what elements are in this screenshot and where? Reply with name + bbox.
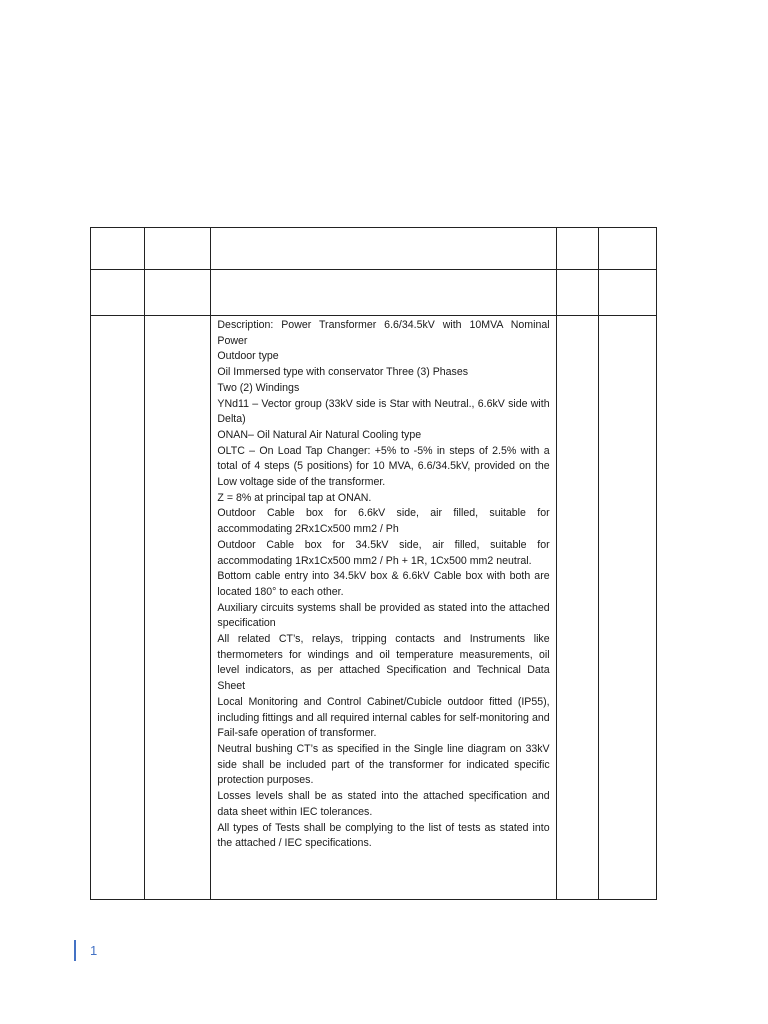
description-line: Bottom cable entry into 34.5kV box & 6.6kV Cable box with both are located 180° to each other. bbox=[217, 570, 550, 598]
description-line: Auxiliary circuits systems shall be provided as stated into the attached specification bbox=[217, 601, 550, 630]
table-cell bbox=[145, 316, 211, 900]
table-cell bbox=[598, 228, 656, 270]
description-line: Outdoor Cable box for 34.5kV side, air filled, suitable for accommodating 1Rx1Cx500 mm2 / Ph + 1R, 1Cx500 mm2 neutral. bbox=[217, 538, 550, 567]
table-cell bbox=[211, 228, 556, 270]
table-cell bbox=[598, 270, 656, 316]
table-cell bbox=[91, 228, 145, 270]
description-line: Description: Power Transformer 6.6/34.5kV with 10MVA Nominal Power bbox=[217, 319, 550, 347]
table-row bbox=[91, 270, 657, 316]
description-line: Two (2) Windings bbox=[217, 381, 300, 394]
table-cell bbox=[211, 270, 556, 316]
table-cell bbox=[598, 316, 656, 900]
page-number: 1 bbox=[90, 942, 98, 958]
table-row bbox=[91, 316, 657, 900]
description-line: OLTC – On Load Tap Changer: +5% to -5% in steps of 2.5% with a total of 4 steps (5 positions) for 10 MVA, 6.6/34.5kV, provided on the Low voltage side of the transformer. bbox=[217, 444, 550, 489]
table-cell bbox=[556, 270, 598, 316]
description-line: All types of Tests shall be complying to the list of tests as stated into the attached / IEC specifications. bbox=[217, 821, 550, 850]
description-line: Oil Immersed type with conservator Three (3) Phases bbox=[217, 366, 469, 379]
description-line: Neutral bushing CT’s as specified in the Single line diagram on 33kV side shall be included part of the transformer for indicated specific protection purposes. bbox=[217, 742, 550, 787]
table-cell bbox=[145, 228, 211, 270]
description-line: Z = 8% at principal tap at ONAN. bbox=[217, 491, 372, 504]
table-cell bbox=[91, 316, 145, 900]
page-footer bbox=[74, 939, 97, 961]
description-line: Losses levels shall be as stated into the attached specification and data sheet within IEC tolerances. bbox=[217, 790, 550, 818]
description-line: All related CT’s, relays, tripping contacts and Instruments like thermometers for windings and oil temperature measurements, oil level indicators, as per attached Specification and Technical Data Sheet bbox=[217, 633, 550, 693]
table-cell bbox=[556, 228, 598, 270]
table-header-row bbox=[91, 228, 657, 270]
table-cell bbox=[556, 316, 598, 900]
specification-table bbox=[90, 227, 657, 900]
footer-accent-bar bbox=[74, 940, 76, 961]
description-line: YNd11 – Vector group (33kV side is Star with Neutral., 6.6kV side with Delta) bbox=[217, 397, 550, 426]
description-line: Local Monitoring and Control Cabinet/Cubicle outdoor fitted (IP55), including fittings and all required internal cables for self-monitoring and Fail-safe operation of transformer. bbox=[217, 695, 550, 740]
description-cell bbox=[211, 316, 556, 900]
description-line: Outdoor type bbox=[217, 350, 279, 363]
description-line: Outdoor Cable box for 6.6kV side, air filled, suitable for accommodating 2Rx1Cx500 mm2 / Ph bbox=[217, 507, 550, 536]
table-cell bbox=[91, 270, 145, 316]
description-line: ONAN– Oil Natural Air Natural Cooling type bbox=[217, 428, 422, 441]
table-cell bbox=[145, 270, 211, 316]
